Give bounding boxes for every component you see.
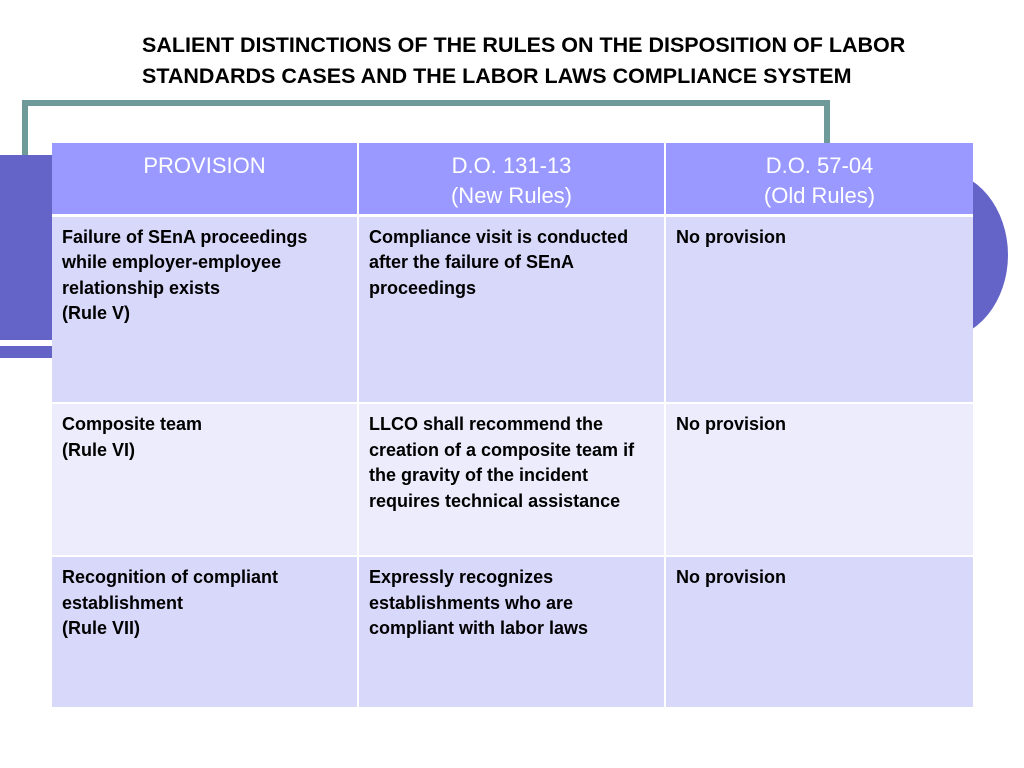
header-old-rules [665, 143, 973, 215]
cell-old-rules: No provision [665, 556, 973, 708]
header-new-rules-sublabel: (New Rules) [450, 183, 573, 208]
header-old-rules-sublabel: (Old Rules) [763, 183, 876, 208]
table-row [52, 556, 973, 708]
header-new-rules [358, 143, 665, 215]
header-new-rules-label: D.O. 131-13 [451, 153, 572, 178]
cell-old-rules: No provision [665, 403, 973, 556]
header-old-rules-label: D.O. 57-04 [765, 153, 874, 178]
table-row [52, 403, 973, 556]
header-provision [52, 143, 358, 215]
decorative-left-bar [0, 155, 52, 340]
cell-new-rules: LLCO shall recommend the creation of a composite team if the gravity of the incident requires technical assistance [358, 403, 665, 556]
decorative-left-stripe [0, 346, 52, 358]
cell-new-rules: Expressly recognizes establishments who are compliant with labor laws [358, 556, 665, 708]
table-header-row [52, 143, 973, 215]
header-provision-label: PROVISION [143, 153, 266, 178]
comparison-table-container [52, 143, 973, 709]
cell-provision: Recognition of compliant establishment (Rule VII) [52, 556, 358, 708]
cell-provision: Failure of SEnA proceedings while employer-employee relationship exists (Rule V) [52, 215, 358, 403]
cell-provision: Composite team (Rule VI) [52, 403, 358, 556]
comparison-table [52, 143, 973, 709]
table-row [52, 215, 973, 403]
cell-new-rules: Compliance visit is conducted after the failure of SEnA proceedings [358, 215, 665, 403]
slide-title: SALIENT DISTINCTIONS OF THE RULES ON THE DISPOSITION OF LABOR STANDARDS CASES AND THE LABOR LAWS COMPLIANCE SYSTEM [142, 33, 906, 88]
cell-old-rules: No provision [665, 215, 973, 403]
